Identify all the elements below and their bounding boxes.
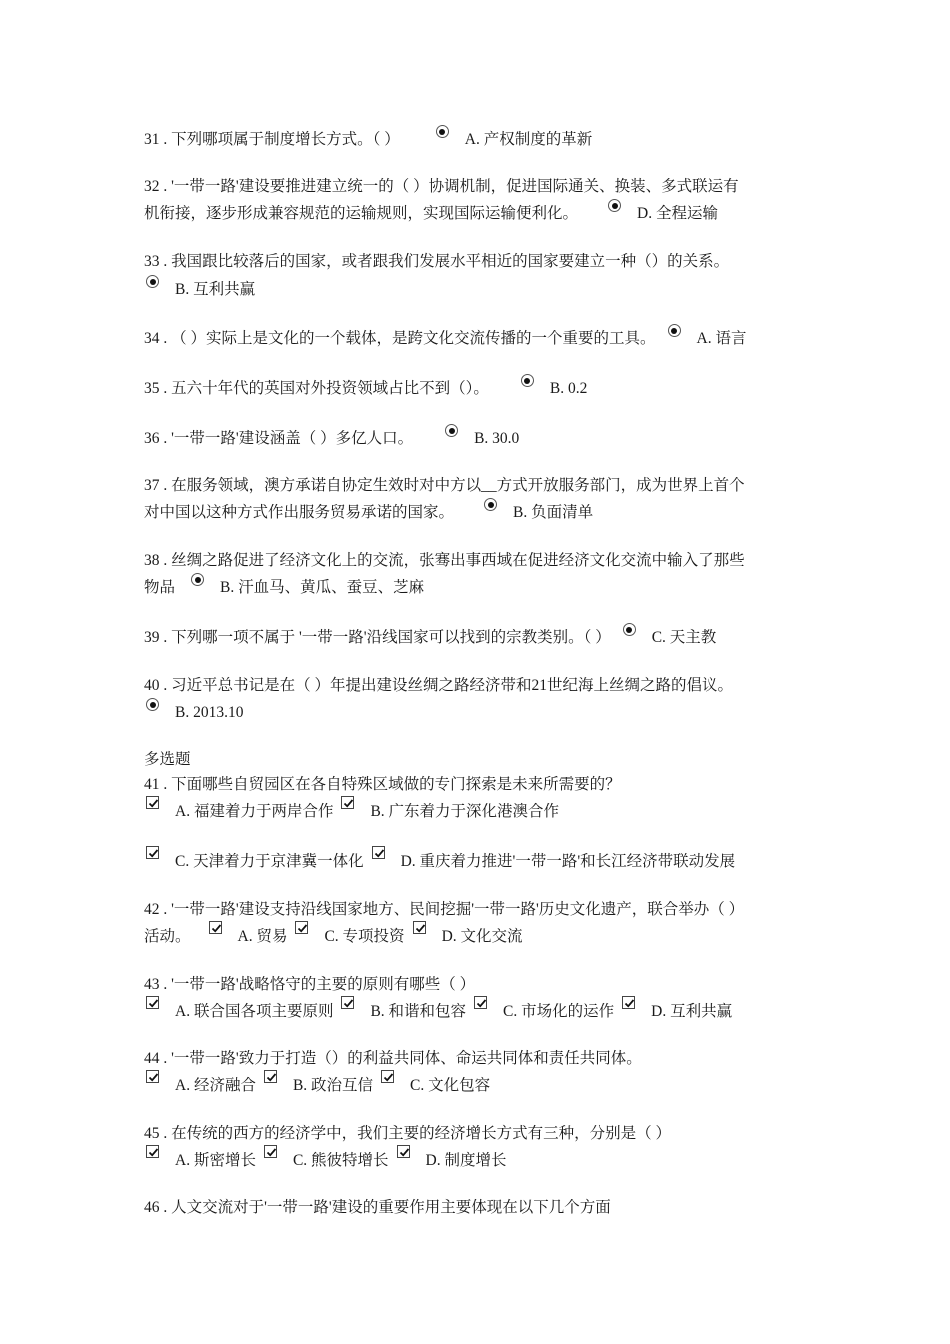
checkbox-checked-icon[interactable] [622, 996, 635, 1009]
radio-selected-icon[interactable] [608, 199, 621, 212]
radio-selected-icon[interactable] [521, 374, 534, 387]
radio-selected-icon[interactable] [436, 125, 449, 138]
question-text: 活动。 [144, 928, 191, 945]
question-text: 42 . '一带一路'建设支持沿线国家地方、民间挖掘'一带一路'历史文化遗产，联合举办（ ） [144, 901, 745, 918]
selected-answer-text: B. 互利共赢 [175, 281, 256, 298]
selected-answer-text: B. 政治互信 [292, 1077, 374, 1094]
selected-answer-text: A. 联合国各项主要原则 [175, 1003, 334, 1020]
question-text: 34 . （ ）实际上是文化的一个载体，是跨文化交流传播的一个重要的工具。 [144, 330, 656, 347]
section-title: 多选题 [144, 751, 191, 768]
checkbox-checked-icon[interactable] [372, 846, 385, 859]
question-text: 36 . '一带一路'建设涵盖（ ）多亿人口。 [144, 430, 414, 447]
selected-answer-text: D. 全程运输 [637, 205, 718, 222]
selected-answer-text: D. 制度增长 [425, 1152, 507, 1169]
selected-answer-text: A. 斯密增长 [175, 1152, 256, 1169]
question-text: 43 . '一带一路'战略恪守的主要的原则有哪些（ ） [144, 976, 476, 993]
question-text: 45 . 在传统的西方的经济学中，我们主要的经济增长方式有三种，分别是（ ） [144, 1125, 672, 1142]
radio-selected-icon[interactable] [445, 424, 458, 437]
selected-answer-text: B. 和谐和包容 [370, 1003, 467, 1020]
radio-selected-icon[interactable] [484, 498, 497, 511]
selected-answer-text: C. 天津着力于京津冀一体化 [175, 853, 364, 870]
checkbox-checked-icon[interactable] [146, 1070, 159, 1083]
selected-answer-text: C. 专项投资 [324, 928, 405, 945]
selected-answer-text: B. 广东着力于深化港澳合作 [370, 803, 560, 820]
question-text: 机衔接，逐步形成兼容规范的运输规则，实现国际运输便利化。 [144, 205, 579, 222]
question-text: 35 . 五六十年代的英国对外投资领域占比不到（）。 [144, 380, 489, 397]
radio-selected-icon[interactable] [146, 275, 159, 288]
selected-answer-text: C. 市场化的运作 [503, 1003, 615, 1020]
checkbox-checked-icon[interactable] [474, 996, 487, 1009]
selected-answer-text: B. 0.2 [549, 380, 588, 397]
selected-answer-text: D. 重庆着力推进'一带一路'和长江经济带联动发展 [400, 853, 736, 870]
question-text: 46 . 人文交流对于'一带一路'建设的重要作用主要体现在以下几个方面 [144, 1199, 611, 1216]
checkbox-checked-icon[interactable] [146, 846, 159, 859]
checkbox-checked-icon[interactable] [146, 996, 159, 1009]
checkbox-checked-icon[interactable] [397, 1145, 410, 1158]
question-text: 37 . 在服务领域，澳方承诺自协定生效时对中方以__方式开放服务部门，成为世界上首个 [144, 477, 745, 494]
question-text: 物品 [144, 579, 176, 596]
question-text: 33 . 我国跟比较落后的国家，或者跟我们发展水平相近的国家要建立一种（）的关系。 [144, 253, 730, 270]
question-text: 44 . '一带一路'致力于打造（）的利益共同体、命运共同体和责任共同体。 [144, 1050, 642, 1067]
question-text: 41 . 下面哪些自贸园区在各自特殊区域做的专门探索是未来所需要的？ [144, 776, 621, 793]
selected-answer-text: C. 文化包容 [410, 1077, 491, 1094]
checkbox-checked-icon[interactable] [209, 921, 222, 934]
selected-answer-text: C. 天主教 [651, 629, 717, 646]
checkbox-checked-icon[interactable] [341, 996, 354, 1009]
selected-answer-text: A. 产权制度的革新 [464, 131, 593, 148]
selected-answer-text: A. 经济融合 [175, 1077, 256, 1094]
selected-answer-text: A. 语言 [696, 330, 747, 347]
question-text: 40 . 习近平总书记是在（ ）年提出建设丝绸之路经济带和21世纪海上丝绸之路的倡议。 [144, 677, 734, 694]
question-text: 对中国以这种方式作出服务贸易承诺的国家。 [144, 504, 455, 521]
selected-answer-text: A. 贸易 [237, 928, 288, 945]
question-text: 31 . 下列哪项属于制度增长方式。（ ） [144, 131, 400, 148]
checkbox-checked-icon[interactable] [381, 1070, 394, 1083]
checkbox-checked-icon[interactable] [264, 1070, 277, 1083]
selected-answer-text: B. 2013.10 [175, 704, 244, 721]
selected-answer-text: B. 汗血马、黄瓜、蚕豆、芝麻 [220, 579, 425, 596]
radio-selected-icon[interactable] [623, 623, 636, 636]
selected-answer-text: B. 负面清单 [513, 504, 594, 521]
radio-selected-icon[interactable] [191, 573, 204, 586]
question-text: 39 . 下列哪一项不属于 '一带一路'沿线国家可以找到的宗教类别。（ ） [144, 629, 611, 646]
checkbox-checked-icon[interactable] [341, 796, 354, 809]
checkbox-checked-icon[interactable] [413, 921, 426, 934]
selected-answer-text: C. 熊彼特增长 [292, 1152, 389, 1169]
radio-selected-icon[interactable] [668, 324, 681, 337]
selected-answer-text: D. 文化交流 [441, 928, 523, 945]
radio-selected-icon[interactable] [146, 698, 159, 711]
checkbox-checked-icon[interactable] [264, 1145, 277, 1158]
question-text: 32 . '一带一路'建设要推进建立统一的（ ）协调机制，促进国际通关、换装、多式联运有 [144, 178, 739, 195]
question-text: 38 . 丝绸之路促进了经济文化上的交流，张骞出事西域在促进经济文化交流中输入了那些 [144, 552, 745, 569]
selected-answer-text: A. 福建着力于两岸合作 [175, 803, 334, 820]
selected-answer-text: B. 30.0 [474, 430, 520, 447]
checkbox-checked-icon[interactable] [146, 796, 159, 809]
checkbox-checked-icon[interactable] [146, 1145, 159, 1158]
selected-answer-text: D. 互利共赢 [651, 1003, 733, 1020]
checkbox-checked-icon[interactable] [295, 921, 308, 934]
